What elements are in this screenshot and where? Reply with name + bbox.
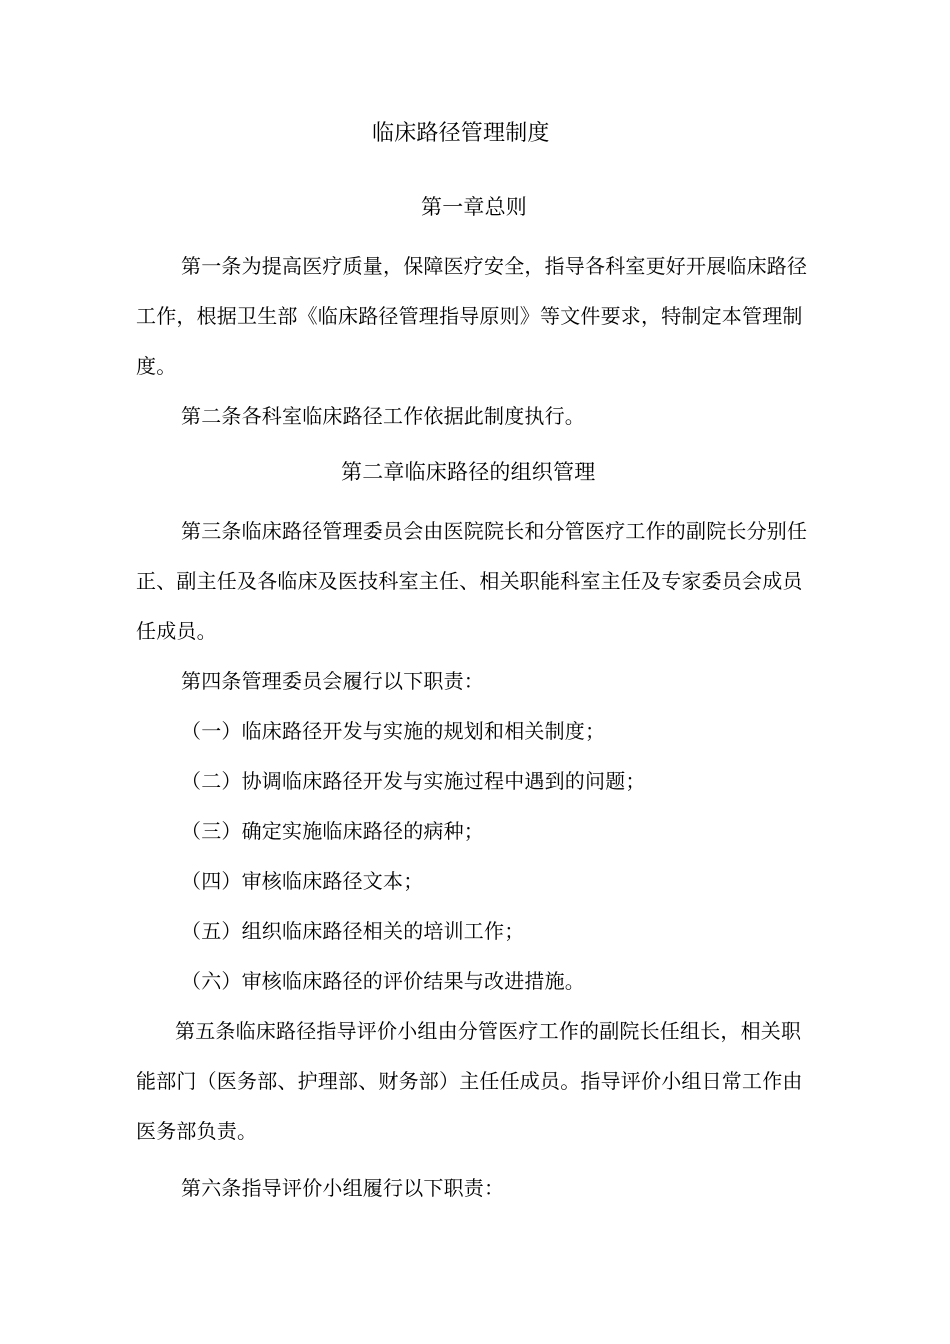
- article-3-line-1: 第三条临床路径管理委员会由医院院长和分管医疗工作的副院长分别任: [181, 519, 808, 543]
- article-2: 第二条各科室临床路径工作依据此制度执行。: [181, 404, 585, 428]
- article-6: 第六条指导评价小组履行以下职责：: [181, 1176, 505, 1200]
- article-4-item-4: （四）审核临床路径文本；: [181, 869, 424, 893]
- article-4-item-1: （一）临床路径开发与实施的规划和相关制度；: [181, 719, 606, 743]
- article-3-line-3: 任成员。: [136, 619, 217, 643]
- chapter-2-heading: 第二章临床路径的组织管理: [341, 460, 596, 484]
- article-1-line-3: 度。: [136, 354, 177, 378]
- article-4-item-5: （五）组织临床路径相关的培训工作；: [181, 919, 525, 943]
- article-1-line-2: 工作，根据卫生部《临床路径管理指导原则》等文件要求，特制定本管理制: [136, 304, 803, 328]
- article-4-item-6: （六）审核临床路径的评价结果与改进措施。: [181, 969, 585, 993]
- article-1-line-1: 第一条为提高医疗质量，保障医疗安全，指导各科室更好开展临床路径: [181, 254, 808, 278]
- chapter-1-heading: 第一章总则: [421, 195, 527, 219]
- article-5-line-3: 医务部负责。: [136, 1119, 258, 1143]
- document-title: 临床路径管理制度: [372, 121, 550, 146]
- article-5-line-1: 第五条临床路径指导评价小组由分管医疗工作的副院长任组长，相关职: [175, 1019, 802, 1043]
- article-4-item-2: （二）协调临床路径开发与实施过程中遇到的问题；: [181, 769, 646, 793]
- article-4: 第四条管理委员会履行以下职责：: [181, 669, 484, 693]
- article-3-line-2: 正、副主任及各临床及医技科室主任、相关职能科室主任及专家委员会成员: [136, 569, 803, 593]
- article-4-item-3: （三）确定实施临床路径的病种；: [181, 819, 484, 843]
- article-5-line-2: 能部门（医务部、护理部、财务部）主任任成员。指导评价小组日常工作由: [136, 1069, 803, 1093]
